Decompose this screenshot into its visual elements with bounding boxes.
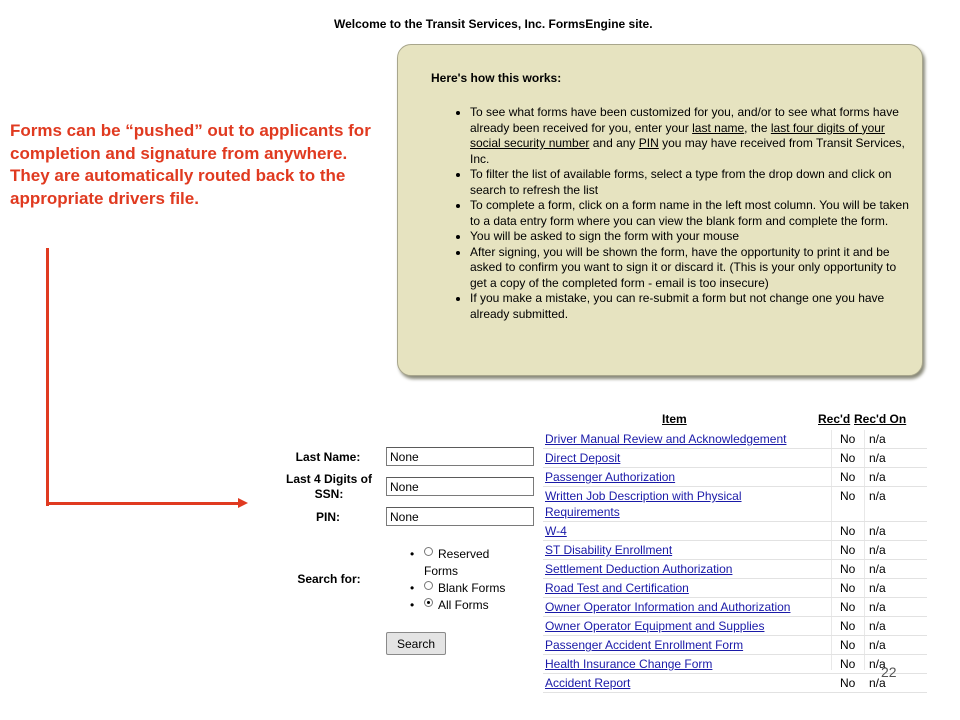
recd-on-cell: n/a [869, 657, 886, 671]
bullet-icon: • [410, 598, 415, 612]
annotation-callout: Forms can be “pushed” out to applicants for completion and signature from anywhere. They are automatically routed back to the appropriate drivers file. [10, 121, 371, 208]
underlined-term: PIN [638, 136, 659, 150]
form-link[interactable]: Passenger Accident Enrollment Form [545, 638, 744, 652]
column-header-recd[interactable]: Rec'd [818, 412, 851, 426]
recd-cell: No [840, 562, 856, 576]
instruction-text: , the [744, 120, 771, 135]
recd-on-cell: n/a [869, 489, 886, 503]
search-type-options [410, 546, 520, 614]
radio-button[interactable] [424, 598, 433, 607]
recd-cell: No [840, 451, 856, 465]
recd-cell: No [840, 432, 856, 446]
form-link[interactable]: Passenger Authorization [545, 470, 676, 484]
option-label: All Forms [438, 598, 489, 612]
option-label: Reserved Forms [424, 547, 490, 578]
pin-label: PIN: [316, 510, 340, 524]
table-row [543, 674, 927, 693]
instruction-item [470, 105, 910, 167]
column-header-item[interactable]: Item [662, 412, 687, 426]
underlined-term: last four digits of your social security number [470, 120, 885, 150]
recd-cell: No [840, 524, 856, 538]
recd-on-cell: n/a [869, 543, 886, 557]
annotation-arrow-line [46, 248, 49, 506]
table-row [543, 487, 927, 522]
form-link[interactable]: Accident Report [545, 676, 631, 690]
ssn-label: Last 4 Digits of SSN: [285, 472, 372, 501]
recd-on-cell: n/a [869, 676, 886, 690]
table-row [543, 617, 927, 636]
table-body [543, 430, 927, 693]
instruction-item: • To filter the list of available forms, select a type from the drop down and click on search to refresh the list [470, 167, 910, 198]
last-name-input[interactable] [386, 447, 534, 466]
ssn-input[interactable] [386, 477, 534, 496]
recd-on-cell: n/a [869, 638, 886, 652]
page-number: 22 [881, 664, 897, 680]
recd-on-cell: n/a [869, 562, 886, 576]
table-row [543, 579, 927, 598]
instruction-text: To see what forms have been customized for you, and/or to see what forms have already been received for you, enter your [470, 105, 899, 135]
recd-on-cell: n/a [869, 432, 886, 446]
instruction-text: you may have received from Transit Services, Inc. [470, 136, 905, 166]
recd-cell: No [840, 470, 856, 484]
instructions-list [454, 105, 910, 322]
table-row [543, 449, 927, 468]
radio-button[interactable] [424, 547, 433, 556]
form-link[interactable]: Road Test and Certification [545, 581, 689, 595]
search-for-label: Search for: [297, 572, 361, 586]
recd-on-cell: n/a [869, 581, 886, 595]
annotation-arrowhead [238, 498, 248, 508]
table-row [543, 598, 927, 617]
recd-cell: No [840, 543, 856, 557]
recd-on-cell: n/a [869, 524, 886, 538]
recd-on-cell: n/a [869, 451, 886, 465]
form-link[interactable]: ST Disability Enrollment [545, 543, 673, 557]
instruction-item: • You will be asked to sign the form with your mouse [470, 229, 910, 245]
table-row [543, 522, 927, 541]
form-link[interactable]: Settlement Deduction Authorization [545, 562, 733, 576]
form-link[interactable]: Written Job Description with Physical Requirements [545, 489, 742, 519]
option-label: Blank Forms [438, 581, 506, 595]
table-row [543, 430, 927, 449]
search-option[interactable] [410, 546, 520, 580]
table-row [543, 636, 927, 655]
instructions-panel [397, 44, 923, 376]
table-row [543, 541, 927, 560]
instruction-item: • After signing, you will be shown the form, have the opportunity to print it and be asked to confirm you want to sign it or discard it. (This is your only opportunity to get a copy of the completed form - email is too insecure) [470, 245, 910, 292]
pin-input[interactable] [386, 507, 534, 526]
last-name-label: Last Name: [295, 450, 361, 464]
annotation-arrow-line [46, 502, 239, 505]
table-row [543, 655, 927, 674]
search-button[interactable]: Search [386, 632, 446, 655]
radio-button[interactable] [424, 581, 433, 590]
welcome-heading: Welcome to the Transit Services, Inc. FormsEngine site. [334, 17, 653, 31]
table-header [543, 410, 927, 430]
form-link[interactable]: Owner Operator Equipment and Supplies [545, 619, 765, 633]
instruction-text: and any [589, 136, 639, 150]
form-link[interactable]: W-4 [545, 524, 567, 538]
recd-on-cell: n/a [869, 600, 886, 614]
bullet-icon: • [410, 547, 415, 561]
table-row [543, 560, 927, 579]
instruction-item: • To complete a form, click on a form name in the left most column. You will be taken to a data entry form where you can view the blank form and complete the form. [470, 198, 910, 229]
recd-cell: No [840, 489, 856, 503]
form-link[interactable]: Owner Operator Information and Authorization [545, 600, 791, 614]
instruction-item: • If you make a mistake, you can re-submit a form but not change one you have already submitted. [470, 291, 910, 322]
column-header-recd-on[interactable]: Rec'd On [854, 412, 907, 426]
recd-cell: No [840, 657, 856, 671]
recd-on-cell: n/a [869, 470, 886, 484]
search-option[interactable] [410, 597, 520, 614]
recd-cell: No [840, 638, 856, 652]
table-row [543, 468, 927, 487]
recd-cell: No [840, 619, 856, 633]
search-option[interactable] [410, 580, 520, 597]
form-link[interactable]: Driver Manual Review and Acknowledgement [545, 432, 787, 446]
form-link[interactable]: Health Insurance Change Form [545, 657, 713, 671]
recd-cell: No [840, 581, 856, 595]
recd-cell: No [840, 676, 856, 690]
recd-cell: No [840, 600, 856, 614]
form-link[interactable]: Direct Deposit [545, 451, 621, 465]
instructions-title: Here's how this works: [431, 71, 562, 85]
recd-on-cell: n/a [869, 619, 886, 633]
bullet-icon: • [410, 581, 415, 595]
underlined-term: last name [692, 120, 745, 135]
